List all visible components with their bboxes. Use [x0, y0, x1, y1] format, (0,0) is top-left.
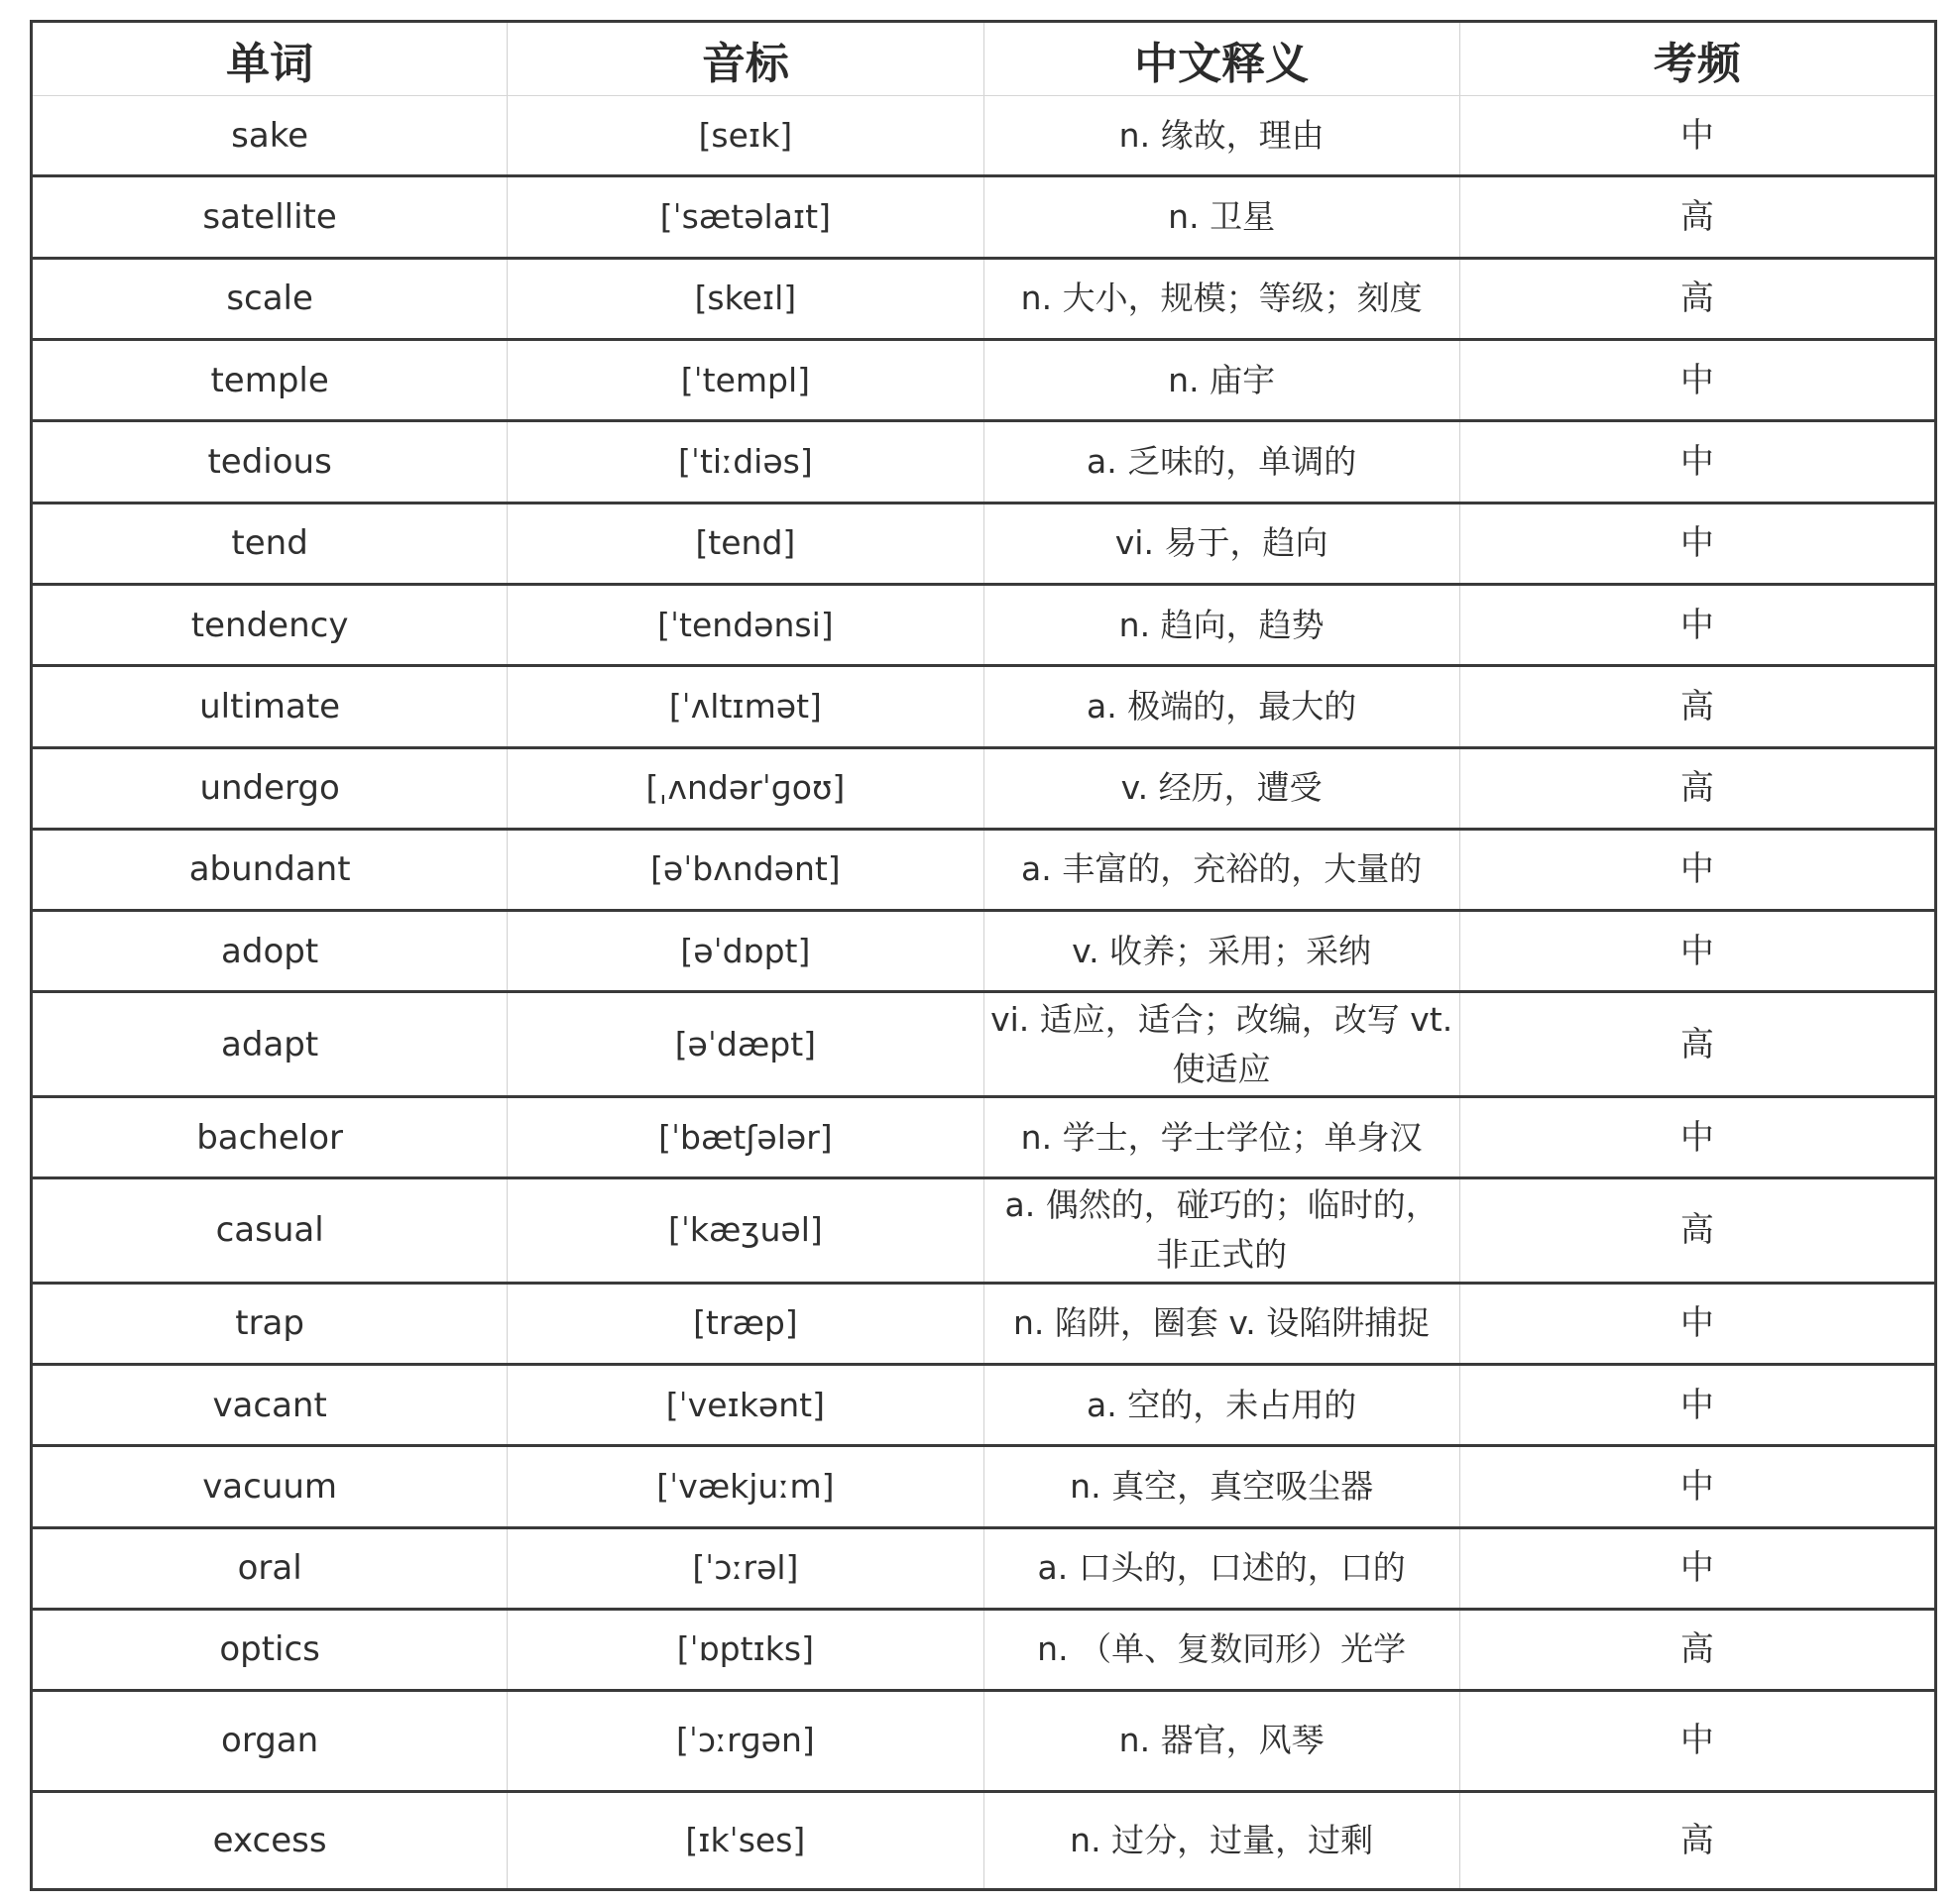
frequency-cell: 高: [1459, 258, 1935, 339]
phonetic-cell: [træp]: [508, 1283, 983, 1364]
table-row: [32, 1364, 1936, 1445]
frequency-cell: 中: [1459, 1527, 1935, 1609]
meaning-cell: n. （单、复数同形）光学: [983, 1609, 1459, 1690]
word-cell: abundant: [32, 829, 508, 910]
meaning-cell: a. 乏味的，单调的: [983, 421, 1459, 503]
frequency-cell: 中: [1459, 1096, 1935, 1177]
word-cell: organ: [32, 1691, 508, 1791]
frequency-cell: 高: [1459, 666, 1935, 747]
meaning-cell: a. 极端的，最大的: [983, 666, 1459, 747]
table-row: [32, 339, 1936, 420]
meaning-cell: n. 器官，风琴: [983, 1691, 1459, 1791]
frequency-cell: 高: [1459, 1178, 1935, 1283]
table-row: [32, 1527, 1936, 1609]
word-cell: tedious: [32, 421, 508, 503]
phonetic-cell: [seɪk]: [508, 96, 983, 176]
word-cell: tendency: [32, 584, 508, 665]
vocabulary-table: [30, 20, 1937, 1891]
word-cell: casual: [32, 1178, 508, 1283]
table-header: [32, 22, 1936, 96]
meaning-cell: a. 丰富的，充裕的，大量的: [983, 829, 1459, 910]
meaning-cell: n. 缘故，理由: [983, 96, 1459, 176]
table-row: [32, 1178, 1936, 1283]
phonetic-cell: [ˈtempl]: [508, 339, 983, 420]
frequency-cell: 高: [1459, 176, 1935, 258]
table-row: [32, 176, 1936, 258]
phonetic-cell: [ɪkˈses]: [508, 1791, 983, 1889]
table-row: [32, 258, 1936, 339]
word-cell: excess: [32, 1791, 508, 1889]
header-row: [32, 22, 1936, 96]
frequency-cell: 中: [1459, 421, 1935, 503]
word-cell: vacant: [32, 1364, 508, 1445]
table-row: [32, 1283, 1936, 1364]
table-row: [32, 747, 1936, 829]
phonetic-cell: [ˈkæʒuəl]: [508, 1178, 983, 1283]
meaning-cell: n. 卫星: [983, 176, 1459, 258]
frequency-cell: 高: [1459, 1791, 1935, 1889]
meaning-cell: v. 收养；采用；采纳: [983, 911, 1459, 992]
frequency-cell: 中: [1459, 584, 1935, 665]
table-row: [32, 666, 1936, 747]
table-row: [32, 1791, 1936, 1889]
phonetic-cell: [əˈdɒpt]: [508, 911, 983, 992]
table-row: [32, 421, 1936, 503]
phonetic-cell: [ˌʌndərˈɡoʊ]: [508, 747, 983, 829]
phonetic-cell: [ˈsætəlaɪt]: [508, 176, 983, 258]
table-row: [32, 829, 1936, 910]
frequency-cell: 中: [1459, 503, 1935, 584]
table-row: [32, 96, 1936, 176]
frequency-cell: 中: [1459, 1283, 1935, 1364]
phonetic-cell: [ˈɔːrəl]: [508, 1527, 983, 1609]
word-cell: adapt: [32, 992, 508, 1096]
word-cell: sake: [32, 96, 508, 176]
table-body: [32, 96, 1936, 1890]
meaning-cell: n. 大小，规模；等级；刻度: [983, 258, 1459, 339]
table-row: [32, 992, 1936, 1096]
header-meaning: 中文释义: [983, 22, 1459, 96]
frequency-cell: 高: [1459, 1609, 1935, 1690]
frequency-cell: 中: [1459, 1691, 1935, 1791]
table-row: [32, 1609, 1936, 1690]
word-cell: optics: [32, 1609, 508, 1690]
phonetic-cell: [ˈbætʃələr]: [508, 1096, 983, 1177]
phonetic-cell: [tend]: [508, 503, 983, 584]
meaning-cell: n. 真空，真空吸尘器: [983, 1446, 1459, 1527]
frequency-cell: 高: [1459, 747, 1935, 829]
table-row: [32, 1691, 1936, 1791]
meaning-cell: n. 陷阱，圈套 v. 设陷阱捕捉: [983, 1283, 1459, 1364]
frequency-cell: 中: [1459, 96, 1935, 176]
meaning-cell: n. 趋向，趋势: [983, 584, 1459, 665]
frequency-cell: 中: [1459, 829, 1935, 910]
header-word: 单词: [32, 22, 508, 96]
frequency-cell: 中: [1459, 1364, 1935, 1445]
phonetic-cell: [ˈvækjuːm]: [508, 1446, 983, 1527]
word-cell: adopt: [32, 911, 508, 992]
phonetic-cell: [ˈʌltɪmət]: [508, 666, 983, 747]
phonetic-cell: [ˈveɪkənt]: [508, 1364, 983, 1445]
table-row: [32, 503, 1936, 584]
table-row: [32, 584, 1936, 665]
table-row: [32, 1096, 1936, 1177]
word-cell: vacuum: [32, 1446, 508, 1527]
meaning-cell: vi. 易于，趋向: [983, 503, 1459, 584]
meaning-cell: n. 学士，学士学位；单身汉: [983, 1096, 1459, 1177]
meaning-cell: n. 过分，过量，过剩: [983, 1791, 1459, 1889]
word-cell: oral: [32, 1527, 508, 1609]
meaning-cell: n. 庙宇: [983, 339, 1459, 420]
phonetic-cell: [əˈdæpt]: [508, 992, 983, 1096]
frequency-cell: 中: [1459, 911, 1935, 992]
phonetic-cell: [ˈɒptɪks]: [508, 1609, 983, 1690]
word-cell: trap: [32, 1283, 508, 1364]
phonetic-cell: [əˈbʌndənt]: [508, 829, 983, 910]
phonetic-cell: [skeɪl]: [508, 258, 983, 339]
word-cell: bachelor: [32, 1096, 508, 1177]
meaning-cell: vi. 适应，适合；改编，改写 vt. 使适应: [983, 992, 1459, 1096]
word-cell: scale: [32, 258, 508, 339]
meaning-cell: v. 经历，遭受: [983, 747, 1459, 829]
meaning-cell: a. 空的，未占用的: [983, 1364, 1459, 1445]
word-cell: tend: [32, 503, 508, 584]
phonetic-cell: [ˈtendənsi]: [508, 584, 983, 665]
word-cell: ultimate: [32, 666, 508, 747]
meaning-cell: a. 口头的，口述的，口的: [983, 1527, 1459, 1609]
table-row: [32, 911, 1936, 992]
phonetic-cell: [ˈɔːrɡən]: [508, 1691, 983, 1791]
word-cell: satellite: [32, 176, 508, 258]
frequency-cell: 中: [1459, 339, 1935, 420]
meaning-cell: a. 偶然的，碰巧的；临时的，非正式的: [983, 1178, 1459, 1283]
frequency-cell: 高: [1459, 992, 1935, 1096]
frequency-cell: 中: [1459, 1446, 1935, 1527]
phonetic-cell: [ˈtiːdiəs]: [508, 421, 983, 503]
table-row: [32, 1446, 1936, 1527]
header-frequency: 考频: [1459, 22, 1935, 96]
header-phonetic: 音标: [508, 22, 983, 96]
word-cell: undergo: [32, 747, 508, 829]
word-cell: temple: [32, 339, 508, 420]
